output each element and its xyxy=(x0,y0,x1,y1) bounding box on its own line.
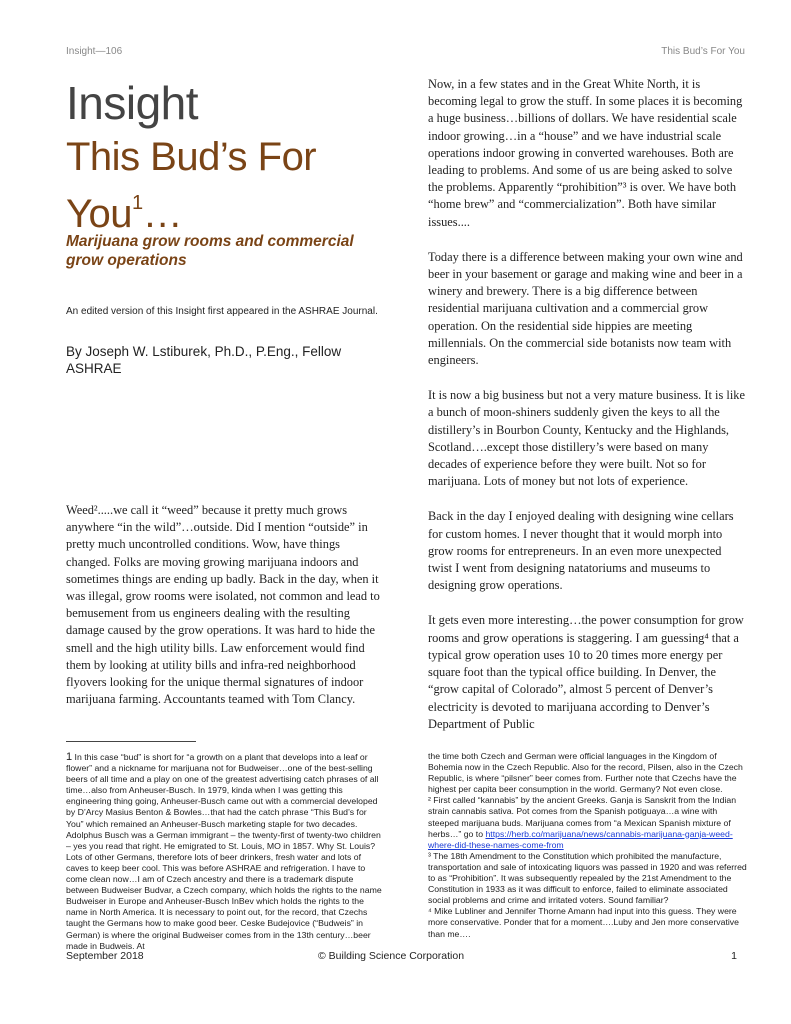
body-paragraph: Weed².....we call it “weed” because it pretty much grows anywhere “in the wild”…outside. Did I mention “outside” in pretty much uncontrolled conditions. Wow, have things changed. Folks are moving growing marijuana indoors and sometimes things are ending up badly. Back in the day, when it was illegal, grow rooms were isolated, not common and lead to bemusement from us engineers dealing with the resulting damage caused by the grow operations. It was hard to hide the smell and the high utility bills. Law enforcement would find them by looking at utility bills and infra-red neighborhood flyovers looking for the unique thermal signatures of indoor marijuana farming. Accountants teamed with Tom Clancy. xyxy=(66,503,380,707)
body-column-right xyxy=(428,76,748,751)
insight-title: Insight xyxy=(66,77,199,129)
body-column-left xyxy=(66,502,386,726)
page-number: 1 xyxy=(731,950,737,962)
running-header-right: This Bud’s For You xyxy=(661,46,745,57)
running-header-left: Insight—106 xyxy=(66,46,123,57)
footnote-2-text: ² First called “kannabis” by the ancient Greeks. Ganja is Sanskrit from the Indian strain cannabis sativa. Pot comes from the Spanish potiguaya…a wine with steeped marijuana buds. Marijuana comes from “a Mexican Spanish mixture of herbs…” go to xyxy=(428,795,737,839)
article-title-text: This Bud’s For You xyxy=(66,135,317,236)
edited-note: An edited version of this Insight first appeared in the ASHRAE Journal. xyxy=(66,306,378,317)
footnote-text: In this case “bud” is short for “a growth on a plant that develops into a leaf or flower” and a nickname for marijuana not for Budweiser…one of the best-selling beers of all time and a play on one of the greatest advertising catch phrases of all time…also from Anheuser-Busch. In 1979, kinda when I was getting this engineering thing going, Anheuser-Busch came out with a commercial developed by D’Arcy Masius Benton & Bowles…that had the catch phrase “This Bud’s for You” which remained an Anheuser-Busch marketing staple for two decades. Adolphus Busch was a German immigrant – the twenty-first of twenty-two children – yes you read that right. He emigrated to St. Louis, MO in 1857. Why St. Louis? Lots of other Germans, therefore lots of beer drinkers, fresh water and lots of caves to keep beer cool. This was before ASHRAE and refrigeration. I have to come clean now…I am of Czech ancestry and there is a trademark dispute between Budweiser Budvar, a Czech company, which holds the rights to the name Budweiser in Europe and Anheuser-Busch InBev which holds the rights to the name in North America. It is necessary to point out, for the record, that Czechs taught the Germans how to make good beer. Ceske Budejovice (“Budweis” in German) is where the original Budweiser comes from in the 13th century…beer made in Budweis. At xyxy=(66,752,382,951)
article-title xyxy=(66,134,386,237)
article-subtitle: Marijuana grow rooms and commercial grow operations xyxy=(66,233,354,269)
footnote-3: ³ The 18th Amendment to the Constitution which prohibited the manufacture, transportation and sale of intoxicating liquors was passed in 1920 and was referred to as “Prohibition”. It was subsequently repealed by the 21st Amendment to the Constitution in 1933 as it was difficult to enforce, failed to eliminate associated social problems and crime and irritated voters. Sound familiar? xyxy=(428,850,747,906)
author-byline: By Joseph W. Lstiburek, Ph.D., P.Eng., Fellow ASHRAE xyxy=(66,344,342,376)
footer-copyright: © Building Science Corporation xyxy=(318,950,465,962)
footnote-1 xyxy=(66,752,386,952)
footnote-2 xyxy=(428,795,750,850)
footnote-number: 1 xyxy=(66,751,73,763)
body-paragraph: Today there is a difference between making your own wine and beer in your basement or garage and making wine and beer in a winery and brewery. There is a big difference between residential marijuana cultivation and a commercial grow operation. On the residential side hippies are meeting millennials. On the commercial side botanists now team with engineers. xyxy=(428,249,743,368)
footnote-divider xyxy=(66,741,196,742)
body-paragraph: It is now a big business but not a very mature business. It is like a bunch of moon-shiners suddenly given the keys to all the distillery’s in Bourbon County, Kentucky and the Highlands, Scotland….except those distillery’s were based on many decades of experience before they were built. Not so for marijuana. Lots of money but not lots of experience. xyxy=(428,388,745,489)
footnote-4: ⁴ Mike Lubliner and Jennifer Thorne Amann had input into this guess. They were more conservative. Ponder that for a moment….Luby and Jen more conservative than me…. xyxy=(428,906,739,939)
body-paragraph: Back in the day I enjoyed dealing with designing wine cellars for custom homes. I never thought that it would morph into grow rooms for entrepreneurs. In an even more unexpected twist I went from designing natatoriums and museums to designing grow operations. xyxy=(428,509,734,593)
footnotes-right xyxy=(428,751,750,940)
footnote-2-link[interactable]: https://herb.co/marijuana/news/cannabis-marijuana-ganja-weed-where-did-these-names-come-from xyxy=(428,828,733,850)
footnote-1-continued: the time both Czech and German were official languages in the Kingdom of Bohemia now in the Czech Republic. Also for the record, Pilsen, also in the Czech Republic, is where “pilsner” beer comes from. Further note that Czechs have the highest per capita beer consumption in the world. Germany? Not even close. xyxy=(428,751,743,795)
body-paragraph: Now, in a few states and in the Great White North, it is becoming legal to grow the stuff. In some places it is becoming a huge business…billions of dollars. We have residential scale indoor growing…in a “house” and we have industrial scale operations indoor growing in converted warehouses. Both are leading to problems. And some of us are being asked to solve the problems. Apparently “prohibition”³ is over. We have both “home brew” and “commercialization”. Both have similar issues.... xyxy=(428,77,743,229)
article-title-ellipsis: … xyxy=(142,192,183,236)
footer-date: September 2018 xyxy=(66,950,144,962)
title-footnote-marker[interactable]: 1 xyxy=(132,192,143,214)
body-paragraph: It gets even more interesting…the power consumption for grow rooms and grow operations is staggering. I am guessing⁴ that a typical grow operation uses 10 to 20 times more energy per square foot than the typical office building. In Denver, the “grow capital of Colorado”, almost 5 percent of Denver’s electricity is devoted to marijuana according to Denver’s Department of Public xyxy=(428,613,744,731)
